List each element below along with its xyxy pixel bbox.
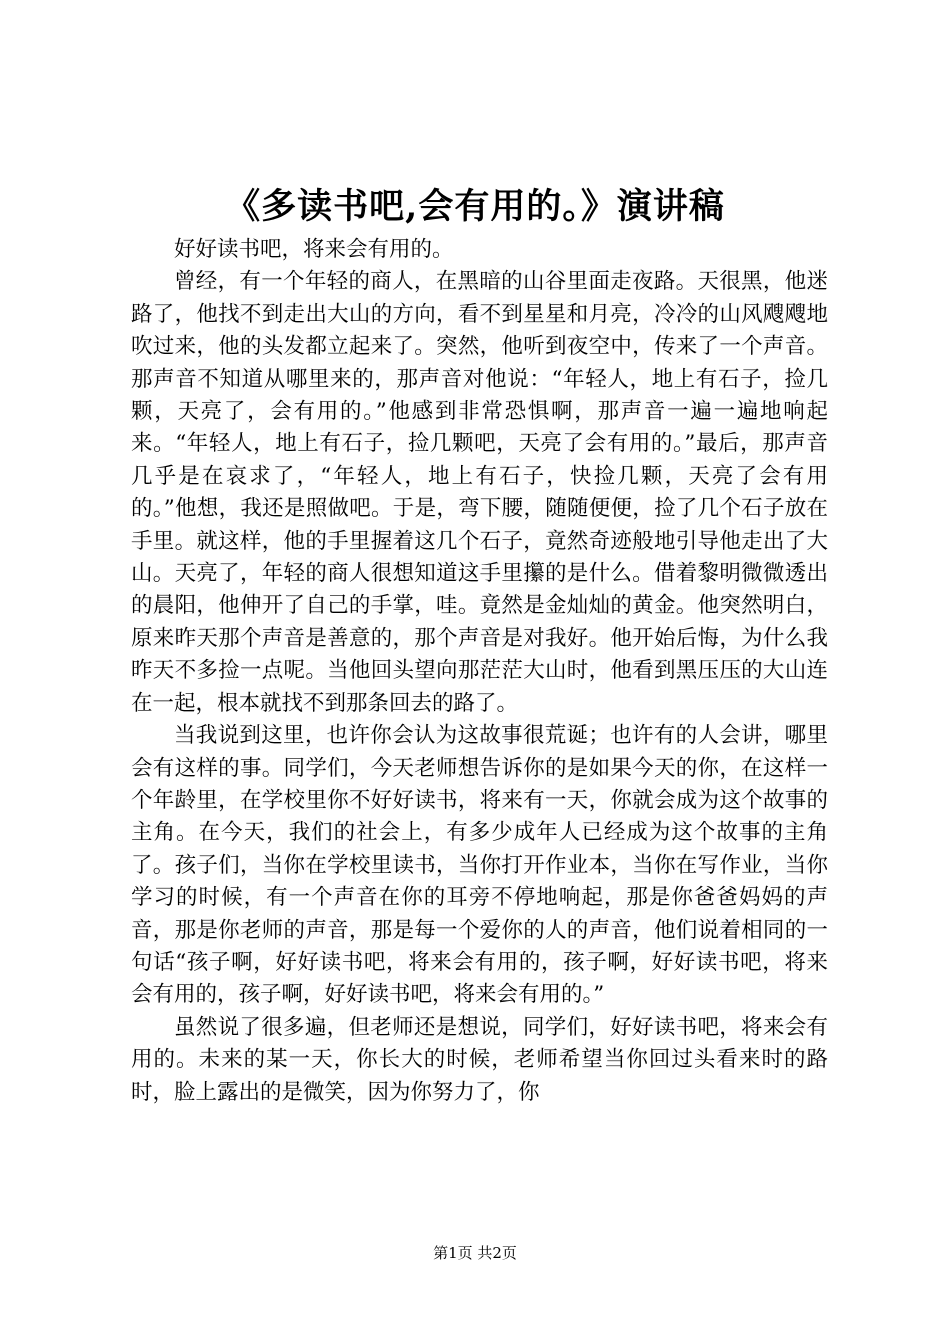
document-title: 《多读书吧,会有用的。》演讲稿 [225, 186, 725, 227]
paragraph-closing: 虽然说了很多遍，但老师还是想说，同学们，好好读书吧，将来会有用的。未来的某一天，你长大的时候，老师希望当你回过头看来时的路时，脸上露出的是微笑，因为你努力了，你 [131, 1014, 828, 1105]
paragraph-story: 曾经，有一个年轻的商人，在黑暗的山谷里面走夜路。天很黑，他迷路了，他找不到走出大山的方向，看不到星星和月亮，冷冷的山风飕飕地吹过来，他的头发都立起来了。突然，他听到夜空中，传来了一个声音。那声音不知道从哪里来的，那声音对他说：“年轻人，地上有石子，捡几颗，天亮了，会有用的。”他感到非常恐惧啊，那声音一遍一遍地响起来。“年轻人，地上有石子，捡几颗吧，天亮了会有用的。”最后，那声音几乎是在哀求了，“年轻人，地上有石子，快捡几颗，天亮了会有用的。”他想，我还是照做吧。于是，弯下腰，随随便便，捡了几个石子放在手里。就这样，他的手里握着这几个石子，竟然奇迹般地引导他走出了大山。天亮了，年轻的商人很想知道这手里攥的是什么。借着黎明微微透出的晨阳，他伸开了自己的手掌，哇。竟然是金灿灿的黄金。他突然明白，原来昨天那个声音是善意的，那个声音是对我好。他开始后悔，为什么我昨天不多捡一点呢。当他回头望向那茫茫大山时，他看到黑压压的大山连在一起，根本就找不到那条回去的路了。 [131, 269, 828, 716]
paragraph-intro: 好好读书吧，将来会有用的。 [174, 237, 454, 262]
page-number-footer: 第1页 共2页 [433, 1244, 517, 1262]
document-body [131, 234, 828, 1109]
paragraph-lesson: 当我说到这里，也许你会认为这故事很荒诞；也许有的人会讲，哪里会有这样的事。同学们，今天老师想告诉你的是如果今天的你，在这样一个年龄里，在学校里你不好好读书，将来有一天，你就会成为这个故事的主角。在今天，我们的社会上，有多少成年人已经成为这个故事的主角了。孩子们，当你在学校里读书，当你打开作业本，当你在写作业，当你学习的时候，有一个声音在你的耳旁不停地响起，那是你爸爸妈妈的声音，那是你老师的声音，那是每一个爱你的人的声音，他们说着相同的一句话“孩子啊，好好读书吧，将来会有用的，孩子啊，好好读书吧，将来会有用的，孩子啊，好好读书吧，将来会有用的。” [131, 723, 828, 1008]
